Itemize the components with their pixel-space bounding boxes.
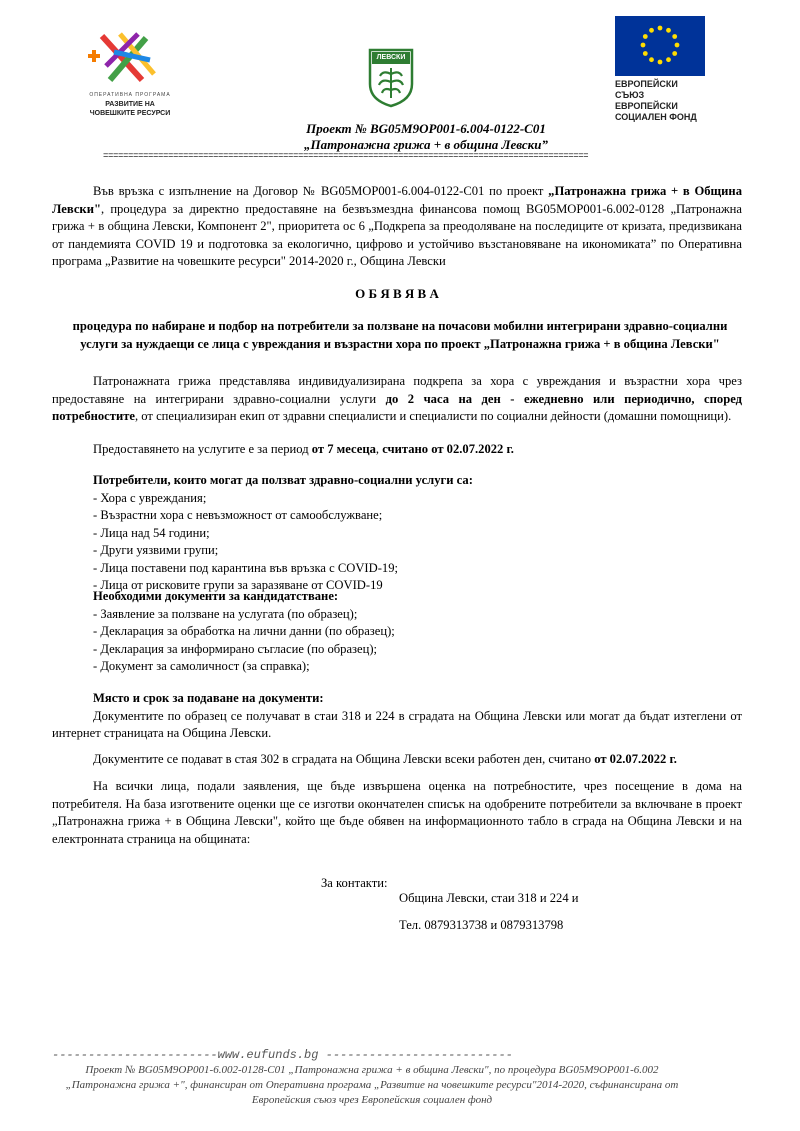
submission-where: Документите по образец се получават в стаи 318 и 224 в сградата на Община Левски или могат да бъдат изтеглени от интернет страницата на Община Левски. <box>52 708 742 740</box>
project-name: „Патронажна грижа + в община Левски” <box>304 137 548 152</box>
users-section <box>52 472 742 595</box>
submission-when: Документите се подават в стая 302 в сградата на Община Левски всеки работен ден, считано от 02.07.2022 г. <box>93 752 677 766</box>
list-item: - Документ за самоличност (за справка); <box>93 659 310 673</box>
users-list <box>52 490 742 595</box>
eu-esf-logo <box>615 16 705 122</box>
service-description: Патронажната грижа представлява индивидуализирана подкрепа за хора с увреждания и възрастни хора чрез предоставяне на интегрирани здравно-социални услуги до 2 часа на ден - ежедневно или периодично, според потребностите, от специализиран екип от здравни специалисти и специалисти по социални дейности (домашни помощници). <box>52 374 742 423</box>
service-period: Предоставянето на услугите е за период от 7 месеца, считано от 02.07.2022 г. <box>93 442 514 456</box>
eu-flag-icon <box>615 16 705 76</box>
contacts-label: За контакти: <box>321 876 388 890</box>
announce-title: О Б Я В Я В А <box>355 286 439 301</box>
announce-subtitle: процедура по набиране и подбор на потребители за ползване на почасови мобилни интегрирани здравно-социални услуги за нуждаещи се лица с увреждания и възрастни хора по проект „Патронажна грижа + в община Левски" <box>72 319 728 351</box>
list-item: - Лица поставени под карантина във връзка с COVID-19; <box>93 560 399 575</box>
list-item: - Лица над 54 години; <box>93 525 210 540</box>
coat-label: ЛЕВСКИ <box>376 54 406 61</box>
footer-site-link[interactable]: -----------------------www.eufunds.bg -------------------------- <box>52 1048 513 1062</box>
users-heading: Потребители, които могат да ползват здравно-социални услуги са: <box>93 473 473 487</box>
submission-section <box>52 690 742 743</box>
list-item: - Заявление за ползване на услугата (по образец); <box>93 606 358 621</box>
contacts-phone: Тел. 0879313738 и 0879313798 <box>399 918 564 932</box>
documents-heading: Необходими документи за кандидатстване: <box>93 589 339 603</box>
list-item: - Хора с увреждания; <box>93 490 207 505</box>
project-number: Проект № BG05M9OP001-6.004-0122-C01 <box>306 121 546 136</box>
op-hrd-logo <box>80 30 180 122</box>
op-hrd-caption: ОПЕРАТИВНА ПРОГРАМА РАЗВИТИЕ НА ЧОВЕШКИТЕ РЕСУРСИ <box>89 92 171 117</box>
assessment-paragraph: На всички лица, подали заявления, ще бъде извършена оценка на потребностите, чрез посещение в дома на потребителя. На база изготвените оценки ще се изготви окончателен списък на одобрените потребители за включване в проект „Патронажна грижа + в Община Левски", който ще бъде обявен на информационното табло в сграда на Община Левски и на електронната страница на общината: <box>52 779 742 846</box>
header-separator: ================================================================================================= <box>103 151 589 161</box>
list-item: - Други уязвими групи; <box>93 543 219 557</box>
list-item: - Декларация за обработка на лични данни (по образец); <box>93 624 395 638</box>
documents-list <box>52 606 742 676</box>
contacts-rooms: Община Левски, стаи 318 и 224 и <box>399 891 579 905</box>
list-item: - Декларация за информирано съгласие (по образец); <box>93 641 378 656</box>
footer-text: Проект № BG05M9OP001-6.002-0128-C01 „Патронажна грижа + в община Левски", по процедура BG05M9OP001-6.002 „Патронажна грижа +", финансиран от Оперативна програма „Развитие на човешките ресурси"2014-2020, съфинансирана от Европейския съюз чрез Европейския социален фонд <box>65 1064 679 1106</box>
eu-caption: ЕВРОПЕЙСКИ СЪЮЗ ЕВРОПЕЙСКИ СОЦИАЛЕН ФОНД <box>615 79 697 122</box>
intro-paragraph: Във връзка с изпълнение на Договор № BG05МОР001-6.004-0122-C01 по проект „Патронажна грижа + в Община Левски", процедура за директно предоставяне на безвъзмездна финансова помощ BG05MOP001-6.002-0128 „Патронажна грижа + в община Левски, Компонент 2", приоритета ос 6 „Подкрепа за преодоляване на последиците от кризата, предизвикана от пандемията COVID 19 и подготовка за екологично, цифрово и устойчиво възстановяване на икономиката” по Оперативна програма „Развитие на човешките ресурси" 2014-2020 г., Община Левски <box>52 184 742 268</box>
levski-coat-of-arms <box>368 48 414 108</box>
documents-section <box>52 588 742 676</box>
list-item: - Възрастни хора с невъзможност от самообслужване; <box>93 508 383 522</box>
list-item: - Лица от рисковите групи за заразяване от COVID-19 <box>93 578 383 592</box>
op-hrd-emblem-icon <box>80 30 180 86</box>
submission-heading: Място и срок за подаване на документи: <box>93 691 324 705</box>
